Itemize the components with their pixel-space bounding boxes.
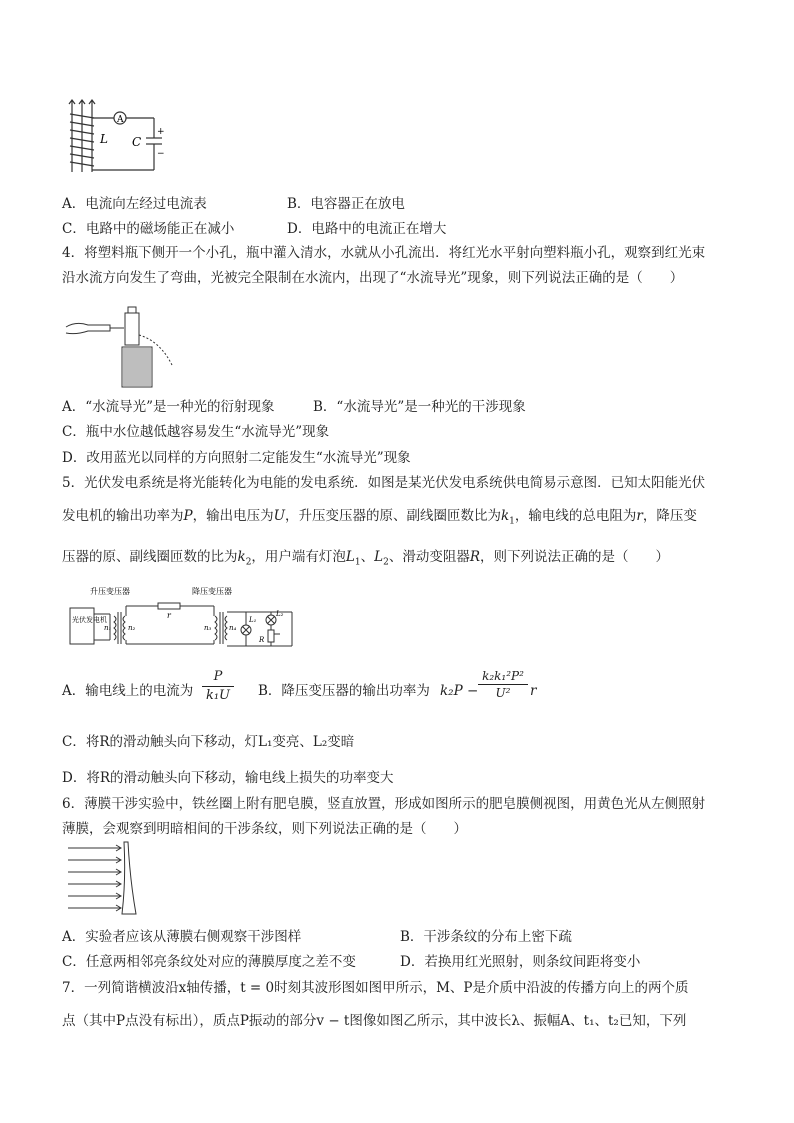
- q5-s2f: k: [500, 508, 510, 524]
- step-down-label: 降压变压器: [192, 587, 232, 596]
- rheostat-label: R: [259, 636, 265, 644]
- plus-sign: +: [157, 127, 165, 137]
- q5-s2i: ，降压变: [642, 508, 697, 524]
- coil-label: L: [100, 132, 108, 146]
- q5-option-a-text: A．输电线上的电流为: [62, 683, 194, 699]
- q5-s2h: r: [636, 508, 643, 524]
- q4-option-a: A．“水流导光”是一种光的衍射现象: [62, 399, 275, 415]
- water-light-guide-figure: [62, 305, 182, 390]
- q5-s2e: ，升压变压器的原、副线圈匝数比为: [284, 508, 501, 524]
- q5-s3a: 压器的原、副线圈匝数的比为: [62, 549, 238, 565]
- soap-film-figure: [64, 840, 164, 920]
- q5-option-c: C．将R的滑动触头向下移动，灯L₁变亮、L₂变暗: [62, 734, 355, 750]
- q5-option-b-fraction: [478, 669, 528, 701]
- lc-circuit-figure: [62, 98, 172, 180]
- q5-stem-line2: 发电机的输出功率为P，输出电压为U，升压变压器的原、副线圈匝数比为$k_1$，输电线的总电阻为r，降压变: [62, 508, 697, 527]
- q4-stem-line1: 4．将塑料瓶下侧开一个小孔，瓶中灌入清水，水就从小孔流出．将红光水平射向塑料瓶小孔，观察到红光束: [62, 245, 706, 261]
- q4-stem-line2: 沿水流方向发生了弯曲，光被完全限制在水流内，出现了“水流导光”现象，则下列说法正确的是（ ）: [62, 270, 684, 286]
- q5-option-d: D．将R的滑动触头向下移动，输电线上损失的功率变大: [62, 770, 394, 786]
- r-label: r: [167, 611, 171, 620]
- q4-option-d: D．改用蓝光以同样的方向照射二定能发生“水流导光”现象: [62, 450, 411, 466]
- step-up-label: 升压变压器: [90, 587, 130, 596]
- q5-s2g: ，输电线的总电阻为: [514, 508, 637, 524]
- q5-s2b: P: [183, 508, 193, 524]
- q5-s3f: L: [374, 549, 384, 565]
- l2-label: L₂: [276, 610, 284, 618]
- q5-a-numerator: P: [213, 669, 223, 684]
- q5-s3d: L: [345, 549, 355, 565]
- q5-s3c: ，用户端有灯泡: [251, 549, 346, 565]
- q6-option-c: C．任意两相邻亮条纹处对应的薄膜厚度之差不变: [62, 954, 356, 970]
- q7-stem-line2: 点（其中P点没有标出），质点P振动的部分v − t图像如图乙所示，其中波长λ、振幅A、t₁、t₂已知，下列: [62, 1013, 687, 1029]
- n1-label: n₁: [104, 624, 112, 632]
- q6-option-a: A．实验者应该从薄膜右侧观察干涉图样: [62, 929, 302, 945]
- generator-label: 光伏发电机: [72, 616, 107, 624]
- q5-b-denominator: U²: [495, 686, 511, 701]
- q4-option-c: C．瓶中水位越低越容易发生“水流导光”现象: [62, 424, 330, 440]
- q5-option-b-suffix: r: [530, 683, 537, 699]
- transmission-circuit-figure: [66, 584, 298, 656]
- q5-s3b: k: [237, 549, 246, 565]
- q5-b-numerator: k₂k₁²P²: [482, 669, 524, 683]
- q5-s2c: ，输出电压为: [192, 508, 274, 524]
- q3-option-b: B．电容器正在放电: [287, 196, 405, 212]
- q5-option-b-prefix: k₂P −: [440, 683, 479, 699]
- capacitor-label: C: [132, 135, 142, 149]
- q5-s3i: ，则下列说法正确的是（ ）: [480, 549, 669, 565]
- n2-label: n₂: [128, 624, 136, 632]
- q3-option-a: A．电流向左经过电流表: [62, 196, 207, 212]
- q5-s3g: 、滑动变阻器: [388, 549, 470, 565]
- q6-option-d: D．若换用红光照射，则条纹间距将变小: [400, 954, 641, 970]
- q6-stem-line2: 薄膜，会观察到明暗相间的干涉条纹，则下列说法正确的是（ ）: [62, 821, 467, 837]
- n4-label: n₄: [229, 624, 237, 632]
- q5-s2d: U: [273, 508, 285, 524]
- n3-label: n₃: [204, 624, 212, 632]
- q6-stem-line1: 6．薄膜干涉实验中，铁丝圈上附有肥皂膜，竖直放置，形成如图所示的肥皂膜侧视图，用黄色光从左侧照射: [62, 796, 706, 812]
- q5-option-b-text: B．降压变压器的输出功率为: [258, 683, 430, 699]
- q5-s3e: 、: [360, 549, 375, 565]
- q5-option-a-fraction: [202, 669, 234, 703]
- minus-sign: −: [157, 149, 165, 159]
- q5-a-denominator: k₁U: [205, 687, 231, 703]
- q3-option-d: D．电路中的电流正在增大: [287, 221, 447, 237]
- q7-stem-line1: 7．一列简谐横波沿x轴传播，t = 0时刻其波形图如图甲所示，M、P是介质中沿波的传播方向上的两个质: [62, 980, 689, 996]
- q4-option-b: B．“水流导光”是一种光的干涉现象: [313, 399, 526, 415]
- ammeter-label: A: [117, 115, 124, 125]
- l1-label: L₁: [249, 616, 257, 624]
- q5-stem-line3: 压器的原、副线圈匝数的比为$k_2$，用户端有灯泡$L_1$、$L_2$、滑动变阻器R，则下列说法正确的是（ ）: [62, 549, 669, 568]
- q5-stem-line1: 5．光伏发电系统是将光能转化为电能的发电系统．如图是某光伏发电系统供电简易示意图．已知太阳能光伏: [62, 475, 706, 491]
- q5-s3h: R: [469, 549, 480, 565]
- q6-option-b: B．干涉条纹的分布上密下疏: [400, 929, 572, 945]
- q3-option-c: C．电路中的磁场能正在减小: [62, 221, 235, 237]
- q5-s2a: 发电机的输出功率为: [62, 508, 184, 524]
